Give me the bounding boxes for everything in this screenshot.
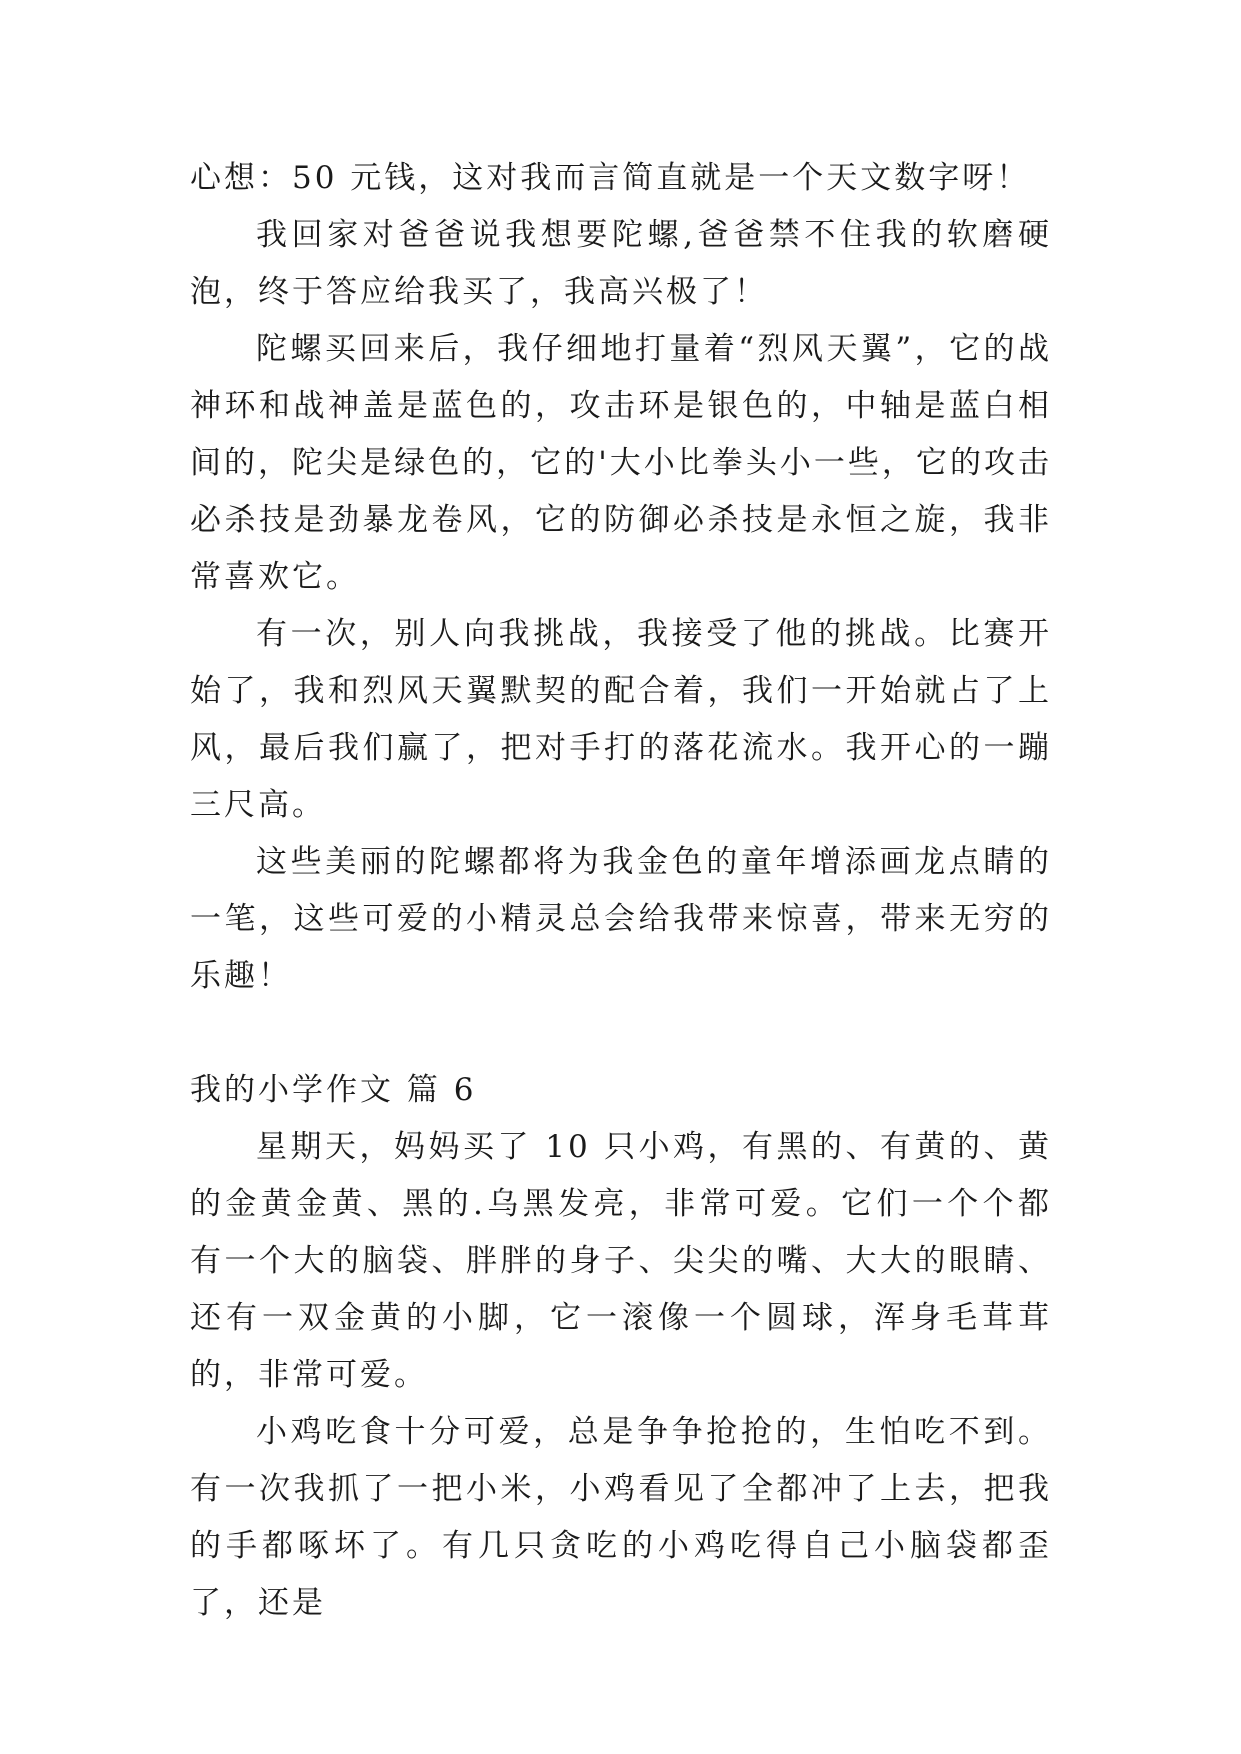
paragraph-ask-father: 我回家对爸爸说我想要陀螺,爸爸禁不住我的软磨硬泡，终于答应给我买了，我高兴极了！ [190, 217, 1052, 310]
document-body [190, 150, 1052, 1632]
paragraph-conclusion: 这些美丽的陀螺都将为我金色的童年增添画龙点睛的一笔，这些可爱的小精灵总会给我带来惊喜，带来无穷的乐趣！ [190, 844, 1052, 994]
section-spacer [190, 1005, 1052, 1062]
section-heading: 我的小学作文 篇 6 [190, 1072, 477, 1108]
paragraph-top-description: 陀螺买回来后，我仔细地打量着“烈风天翼”，它的战神环和战神盖是蓝色的，攻击环是银色的，中轴是蓝白相间的，陀尖是绿色的，它的'大小比拳头小一些，它的攻击必杀技是劲暴龙卷风，它的防御必杀技是永恒之旋，我非常喜欢它。 [190, 331, 1052, 595]
paragraph-challenge: 有一次，别人向我挑战，我接受了他的挑战。比赛开始了，我和烈风天翼默契的配合着，我们一开始就占了上风，最后我们赢了，把对手打的落花流水。我开心的一蹦三尺高。 [190, 616, 1052, 823]
paragraph-continuation: 心想：50 元钱，这对我而言简直就是一个天文数字呀！ [190, 160, 1031, 196]
paragraph-chicks-eating: 小鸡吃食十分可爱，总是争争抢抢的，生怕吃不到。有一次我抓了一把小米，小鸡看见了全都冲了上去，把我的手都啄坏了。有几只贪吃的小鸡吃得自己小脑袋都歪了，还是 [190, 1414, 1052, 1621]
paragraph-chicks-intro: 星期天，妈妈买了 10 只小鸡，有黑的、有黄的、黄的金黄金黄、黑的.乌黑发亮，非常可爱。它们一个个都有一个大的脑袋、胖胖的身子、尖尖的嘴、大大的眼睛、还有一双金黄的小脚，它一滚像一个圆球，浑身毛茸茸的，非常可爱。 [190, 1129, 1052, 1393]
